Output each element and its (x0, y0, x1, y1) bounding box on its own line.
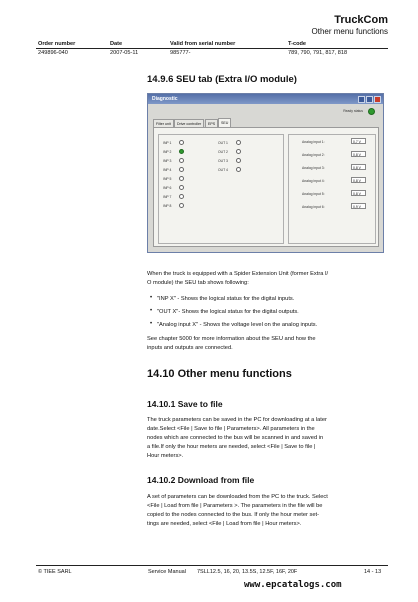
tcode-label: T-code (288, 41, 307, 47)
order-number-label: Order number (38, 41, 76, 47)
bullet-icon: • (150, 295, 153, 301)
footer-page-number: 14 - 13 (364, 569, 382, 575)
inp-3-led-icon (179, 158, 184, 163)
inp-1-label: INP 1 (163, 141, 172, 145)
analog-1-label: Analog input 1: (302, 140, 325, 144)
seu-more-line-2: inputs and outputs are connected. (147, 345, 233, 351)
inp-4-led-icon (179, 167, 184, 172)
inp-5-label: INP 5 (163, 177, 172, 181)
inp-1-led-icon (179, 140, 184, 145)
save-line-5: Hour meters>. (147, 453, 184, 459)
out-2-label: OUT 2 (218, 150, 228, 154)
analog-4-value-field: 0,8 V (351, 177, 366, 183)
out-3-label: OUT 3 (218, 159, 228, 163)
bullet-icon: • (150, 308, 153, 314)
save-line-4: a file.If only the hour meters are needed, select <File | Save to file | (147, 444, 316, 450)
analog-3-value-field: 0,8 V (351, 164, 366, 170)
inp-7-label: INP 7 (163, 195, 172, 199)
out-1-led-icon (236, 140, 241, 145)
download-line-2: <File | Load from file | Parameters >. The parameters in the file will be (147, 503, 323, 509)
seu-section-title: 14.9.6 SEU tab (Extra I/O module) (147, 74, 297, 85)
serial-label: Valid from serial number (170, 41, 236, 47)
analog-3-label: Analog input 3: (302, 166, 325, 170)
analog-1-value-field: 0,7 V (351, 138, 366, 144)
bullet-analog: "Analog input X" - Shows the voltage level on the analog inputs. (157, 322, 318, 328)
minimize-icon[interactable] (358, 96, 365, 103)
footer-rule (36, 565, 388, 566)
footer-manual: Service Manual (148, 569, 186, 575)
seu-more-line-1: See chapter 5000 for more information about the SEU and how the (147, 336, 316, 342)
seu-panel (153, 127, 379, 247)
out-1-label: OUT 1 (218, 141, 228, 145)
tab-drive-controller[interactable]: Drive controller (174, 119, 204, 128)
download-line-1: A set of parameters can be downloaded from the PC to the truck. Select (147, 494, 328, 500)
out-3-led-icon (236, 158, 241, 163)
download-title: 14.10.2 Download from file (147, 475, 255, 485)
chapter-subtitle: Other menu functions (311, 27, 388, 36)
date-value: 2007-05-11 (110, 50, 139, 56)
out-4-label: OUT 4 (218, 168, 228, 172)
inp-2-label: INP 2 (163, 150, 172, 154)
download-line-3: copied to the nodes connected to the bus. If only the hour meter set- (147, 512, 319, 518)
analog-2-value-field: 0,8 V (351, 151, 366, 157)
tab-eps[interactable]: EPS (205, 119, 218, 128)
order-number-value: 249896-040 (38, 50, 68, 56)
download-line-4: tings are needed, select <File | Load from file | Hour meters>. (147, 521, 302, 527)
analog-2-label: Analog input 2: (302, 153, 325, 157)
seu-intro-line-2: O module) the SEU tab shows following: (147, 280, 249, 286)
inp-5-led-icon (179, 176, 184, 181)
analog-6-value-field: 0,9 V (351, 203, 366, 209)
website-watermark[interactable]: www.epcatalogs.com (244, 580, 342, 590)
footer-copyright: © TIEE SARL (38, 569, 72, 575)
ready-status-label: Ready status (343, 109, 363, 113)
out-4-led-icon (236, 167, 241, 172)
diagnostic-window (147, 93, 384, 253)
tab-seu[interactable]: SEU (218, 118, 231, 128)
ready-status-icon (368, 108, 375, 115)
analog-6-label: Analog input 6: (302, 205, 325, 209)
maximize-icon[interactable] (366, 96, 373, 103)
inp-2-led-icon (179, 149, 184, 154)
analog-5-value-field: 0,8 V (351, 190, 366, 196)
serial-value: 985777- (170, 50, 191, 56)
out-2-led-icon (236, 149, 241, 154)
save-line-3: nodes which are connected to the bus will be scanned in and saved in (147, 435, 324, 441)
analog-5-label: Analog input 5: (302, 192, 325, 196)
bullet-out: "OUT X"- Shows the logical status for the digital outputs. (157, 309, 299, 315)
brand-title: TruckCom (334, 14, 388, 26)
analog-4-label: Analog input 4: (302, 179, 325, 183)
tcode-value: 789, 790, 791, 817, 818 (288, 50, 348, 56)
close-icon[interactable] (374, 96, 381, 103)
tab-filter-unit[interactable]: Filter unit (153, 119, 174, 128)
inp-6-led-icon (179, 185, 184, 190)
header-rule (36, 48, 388, 49)
other-menu-title: 14.10 Other menu functions (147, 368, 292, 380)
inp-8-led-icon (179, 203, 184, 208)
footer-models: 7SLL12.5, 16, 20, 13.5S, 12.5F, 16F, 20F (197, 569, 298, 575)
inp-4-label: INP 4 (163, 168, 172, 172)
window-titlebar: Diagnostic (148, 94, 383, 104)
bullet-inp: "INP X" - Shows the logical status for the digital inputs. (157, 296, 295, 302)
save-line-1: The truck parameters can be saved in the PC for downloading at a later (147, 417, 327, 423)
date-label: Date (110, 41, 123, 47)
inp-6-label: INP 6 (163, 186, 172, 190)
inp-8-label: INP 8 (163, 204, 172, 208)
save-to-file-title: 14.10.1 Save to file (147, 399, 223, 409)
seu-intro-line-1: When the truck is equipped with a Spider Extension Unit (former Extra I/ (147, 271, 329, 277)
inp-3-label: INP 3 (163, 159, 172, 163)
save-line-2: date.Select <File | Save to file | Parameters>. All parameters in the (147, 426, 315, 432)
inp-7-led-icon (179, 194, 184, 199)
bullet-icon: • (150, 321, 153, 327)
